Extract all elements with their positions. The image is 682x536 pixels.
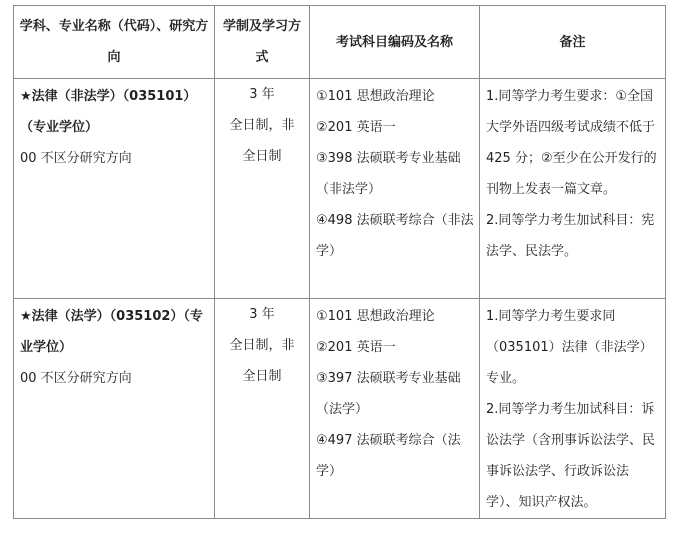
note-item: 1.同等学力考生要求同（035101）法律（非法学）专业。: [486, 309, 653, 386]
major-cell: [14, 299, 215, 519]
duration-mode-cell: [215, 79, 310, 299]
notes-cell: [480, 79, 666, 299]
exam-subject: ①101 思想政治理论: [316, 89, 435, 104]
header-notes: 备注: [480, 6, 666, 79]
note-item: 2.同等学力考生加试科目：宪法学、民法学。: [486, 213, 655, 259]
duration-mode-cell: [215, 299, 310, 519]
table-row: [14, 79, 666, 299]
major-cell: [14, 79, 215, 299]
header-exam-subjects: 考试科目编码及名称: [310, 6, 480, 79]
exam-subject: ②201 英语一: [316, 340, 396, 355]
note-item: 1.同等学力考生要求：①全国大学外语四级考试成绩不低于 425 分；②至少在公开发行的刊物上发表一篇文章。: [486, 89, 657, 197]
exam-subjects-cell: [310, 299, 480, 519]
major-name: [20, 89, 196, 135]
admissions-table: [13, 5, 666, 519]
major-name-text: 法律（非法学）（035101）（专业学位）: [20, 89, 197, 135]
exam-subject: ②201 英语一: [316, 120, 396, 135]
duration: 3 年: [249, 307, 275, 322]
exam-subject: ③397 法硕联考专业基础（法学）: [316, 371, 461, 417]
study-mode: 全日制，非全日制: [229, 118, 295, 164]
exam-subject: ④497 法硕联考综合（法学）: [316, 433, 461, 479]
major-name-text: 法律（法学）（035102）（专业学位）: [20, 309, 203, 355]
note-item: 2.同等学力考生加试科目：诉讼法学（含刑事诉讼法学、民事诉讼法学、行政诉讼法学）、知识产权法。: [486, 402, 656, 510]
star-icon: ★: [20, 309, 32, 324]
table-row: [14, 299, 666, 519]
exam-subject: ③398 法硕联考专业基础（非法学）: [316, 151, 461, 197]
major-name: [20, 309, 203, 355]
study-mode: 全日制，非全日制: [229, 338, 295, 384]
exam-subject: ①101 思想政治理论: [316, 309, 435, 324]
exam-subjects-cell: [310, 79, 480, 299]
star-icon: ★: [20, 89, 32, 104]
duration: 3 年: [249, 87, 275, 102]
table-header-row: [14, 6, 666, 79]
header-major: 学科、专业名称（代码）、研究方向: [14, 6, 215, 79]
research-direction: 00 不区分研究方向: [20, 371, 132, 386]
notes-cell: [480, 299, 666, 519]
exam-subject: ④498 法硕联考综合（非法学）: [316, 213, 474, 259]
research-direction: 00 不区分研究方向: [20, 151, 132, 166]
header-duration-mode: 学制及学习方式: [215, 6, 310, 79]
